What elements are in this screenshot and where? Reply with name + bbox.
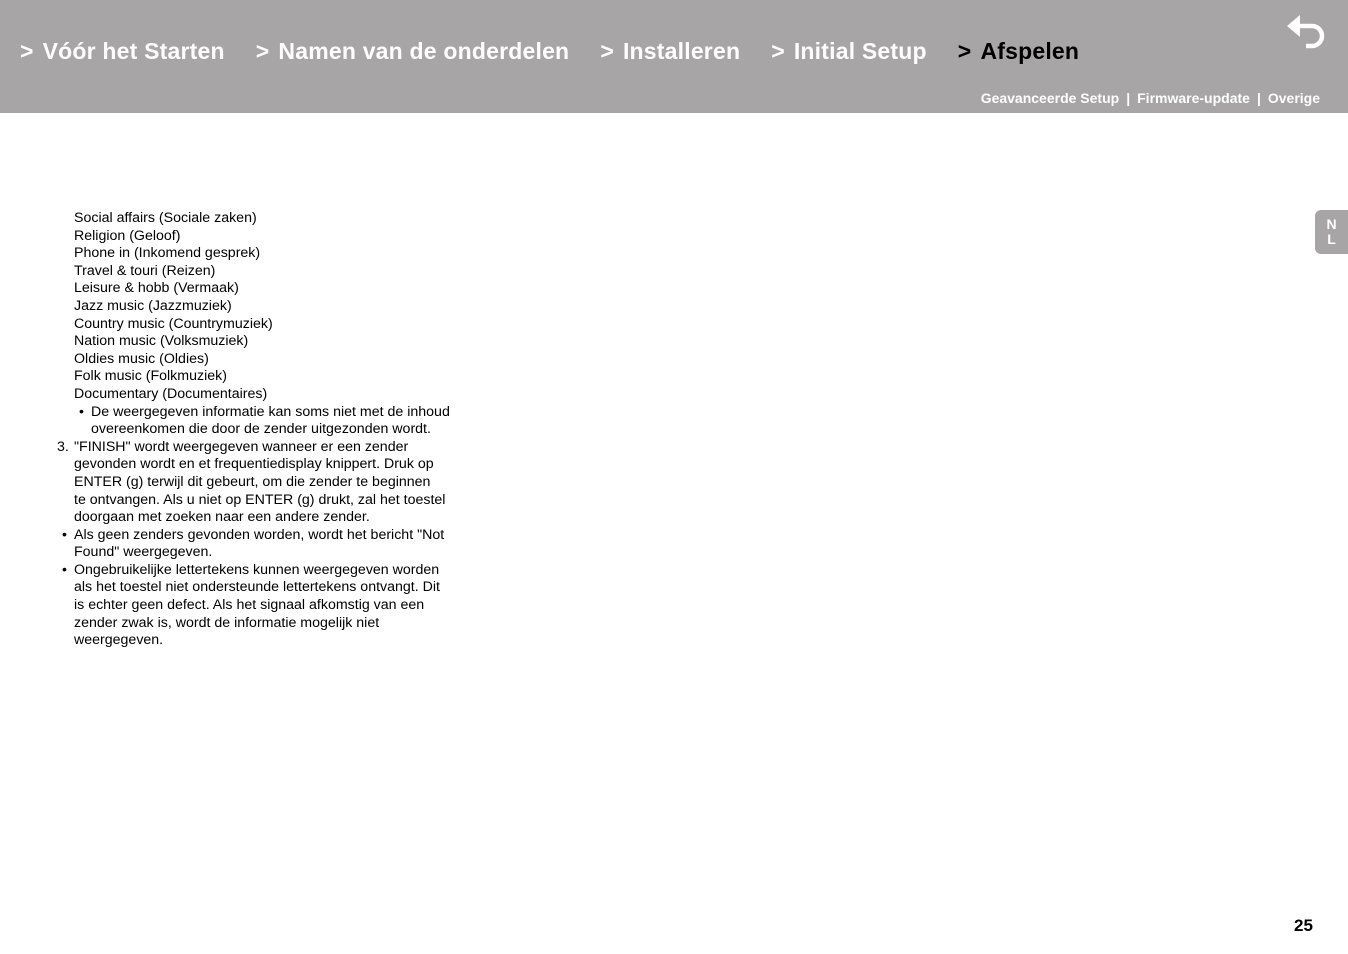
list-item: Religion (Geloof) <box>74 227 181 244</box>
nav-item-label: Initial Setup <box>793 38 927 64</box>
nav-item-namen-van-de-onderdelen[interactable] <box>256 38 570 65</box>
chevron-right-icon: > <box>255 38 270 64</box>
back-arrow-icon <box>1284 12 1330 52</box>
list-item: Social affairs (Sociale zaken) <box>74 210 257 226</box>
page-number: 25 <box>1294 916 1313 935</box>
bullet-glyph: • <box>79 403 84 420</box>
sub-nav-geavanceerde-setup[interactable]: Geavanceerde Setup <box>980 90 1120 106</box>
list-item: Country music (Countrymuziek) <box>74 315 273 332</box>
genre-note-text: De weergegeven informatie kan soms niet met de inhoud overeenkomen die door de zender uitgezonden wordt. <box>91 403 450 438</box>
nav-item-initial-setup[interactable] <box>771 38 927 65</box>
list-item: Travel & touri (Reizen) <box>74 262 216 279</box>
language-tab-letter: N <box>1326 216 1337 232</box>
list-item: Leisure & hobb (Vermaak) <box>74 280 239 297</box>
sub-nav-overige[interactable]: Overige <box>1267 90 1320 106</box>
chevron-right-icon: > <box>957 38 972 64</box>
sub-nav-separator: | <box>1256 90 1261 106</box>
note-not-found <box>0 527 446 562</box>
nav-item-label: Namen van de onderdelen <box>278 38 570 64</box>
nav-item-afspelen[interactable] <box>958 38 1079 65</box>
step-text: "FINISH" wordt weergegeven wanneer er een zender gevonden wordt en et frequentiedisplay knippert. Druk op ENTER (g) terwijl dit gebeurt, om die zender te beginnen te ontvangen. Als u niet op ENTER (g) drukt, zal het toestel doorgaan met zoeken naar een andere zender. <box>74 438 446 526</box>
list-item: Folk music (Folkmuziek) <box>74 368 227 385</box>
list-item: Oldies music (Oldies) <box>74 350 209 367</box>
note-unusual-characters <box>0 562 446 650</box>
language-tab-nl[interactable] <box>1315 210 1348 254</box>
main-content <box>0 210 460 650</box>
nav-item-voor-het-starten[interactable] <box>20 38 225 65</box>
step-number: 3. <box>57 438 69 455</box>
sub-nav-firmware-update[interactable]: Firmware-update <box>1137 90 1250 106</box>
nav-item-label: Vóór het Starten <box>42 38 225 64</box>
chevron-right-icon: > <box>20 38 34 64</box>
bullet-glyph: • <box>62 561 67 578</box>
list-item: Nation music (Volksmuziek) <box>74 333 249 350</box>
genre-list <box>0 210 460 404</box>
bullet-glyph: • <box>62 526 67 543</box>
language-tab-letter: L <box>1327 231 1336 247</box>
sub-nav-separator: | <box>1126 90 1131 106</box>
nav-item-label: Installeren <box>622 38 741 64</box>
note-text: Als geen zenders gevonden worden, wordt het bericht "Not Found" weergegeven. <box>74 526 445 561</box>
note-text: Ongebruikelijke lettertekens kunnen weergegeven worden als het toestel niet ondersteunde lettertekens ontvangt. Dit is echter geen defect. Als het signaal afkomstig van een zender zwak is, wordt de informatie mogelijk niet weergegeven. <box>74 561 440 649</box>
main-navigation <box>20 38 1110 65</box>
genre-note <box>0 404 451 439</box>
list-item: Documentary (Documentaires) <box>74 385 268 402</box>
header-bar <box>0 0 1348 113</box>
nav-item-installeren[interactable] <box>600 38 740 65</box>
chevron-right-icon: > <box>600 38 614 64</box>
sub-navigation <box>981 90 1320 106</box>
step-3 <box>0 439 446 527</box>
list-item: Phone in (Inkomend gesprek) <box>74 245 261 262</box>
nav-item-label: Afspelen <box>980 38 1080 64</box>
back-button[interactable] <box>1284 12 1330 52</box>
chevron-right-icon: > <box>771 38 785 64</box>
list-item: Jazz music (Jazzmuziek) <box>74 297 232 314</box>
